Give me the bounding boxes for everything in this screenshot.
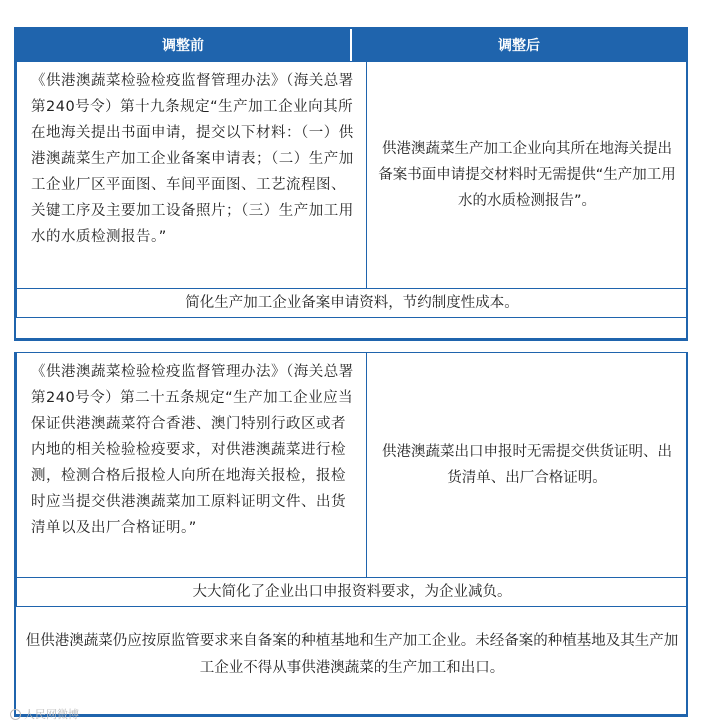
table-header bbox=[16, 29, 686, 61]
row1-note bbox=[16, 288, 688, 318]
row2-note-text: 大大简化了企业出口申报资料要求，为企业减负。 bbox=[192, 584, 512, 600]
row1-after-text: 供港澳蔬菜生产加工企业向其所在地海关提出备案书面申请提交材料时无需提供“生产加工用水的水质检测报告”。 bbox=[378, 141, 676, 209]
table-section-1 bbox=[14, 27, 688, 341]
watermark-text: 人民网微博 bbox=[24, 708, 79, 721]
table-section-2 bbox=[14, 352, 688, 717]
watermark-icon bbox=[10, 709, 21, 720]
row2-after-text: 供港澳蔬菜出口申报时无需提交供货证明、出货清单、出厂合格证明。 bbox=[382, 444, 672, 486]
row2-before-cell: 《供港澳蔬菜检验检疫监督管理办法》（海关总署第240号令）第二十五条规定“生产加工企业应当保证供港澳蔬菜符合香港、澳门特别行政区或者内地的相关检验检疫要求，对供港澳蔬菜进行检测，检测合格后报检人向所在地海关报检，报检时应当提交供港澳蔬菜加工原料证明文件、出货清单以及出厂合格证明。” bbox=[16, 352, 367, 578]
header-before: 调整前 bbox=[16, 29, 352, 61]
row2-note bbox=[16, 577, 688, 607]
row2-after-cell bbox=[366, 352, 688, 578]
watermark bbox=[10, 706, 79, 722]
row1-after-cell bbox=[366, 61, 688, 289]
header-after: 调整后 bbox=[498, 38, 540, 54]
row1-before-cell: 《供港澳蔬菜检验检疫监督管理办法》（海关总署第240号令）第十九条规定“生产加工企业向其所在地海关提出书面申请，提交以下材料：（一）供港澳蔬菜生产加工企业备案申请表；（二）生产加工企业厂区平面图、车间平面图、工艺流程图、关键工序及主要加工设备照片；（三）生产加工用水的水质检测报告。” bbox=[16, 61, 367, 289]
row1-note-text: 简化生产加工企业备案申请资料，节约制度性成本。 bbox=[185, 295, 519, 311]
row2-extra-text: 但供港澳蔬菜仍应按原监管要求来自备案的种植基地和生产加工企业。未经备案的种植基地及其生产加工企业不得从事供港澳蔬菜的生产加工和出口。 bbox=[25, 633, 679, 676]
